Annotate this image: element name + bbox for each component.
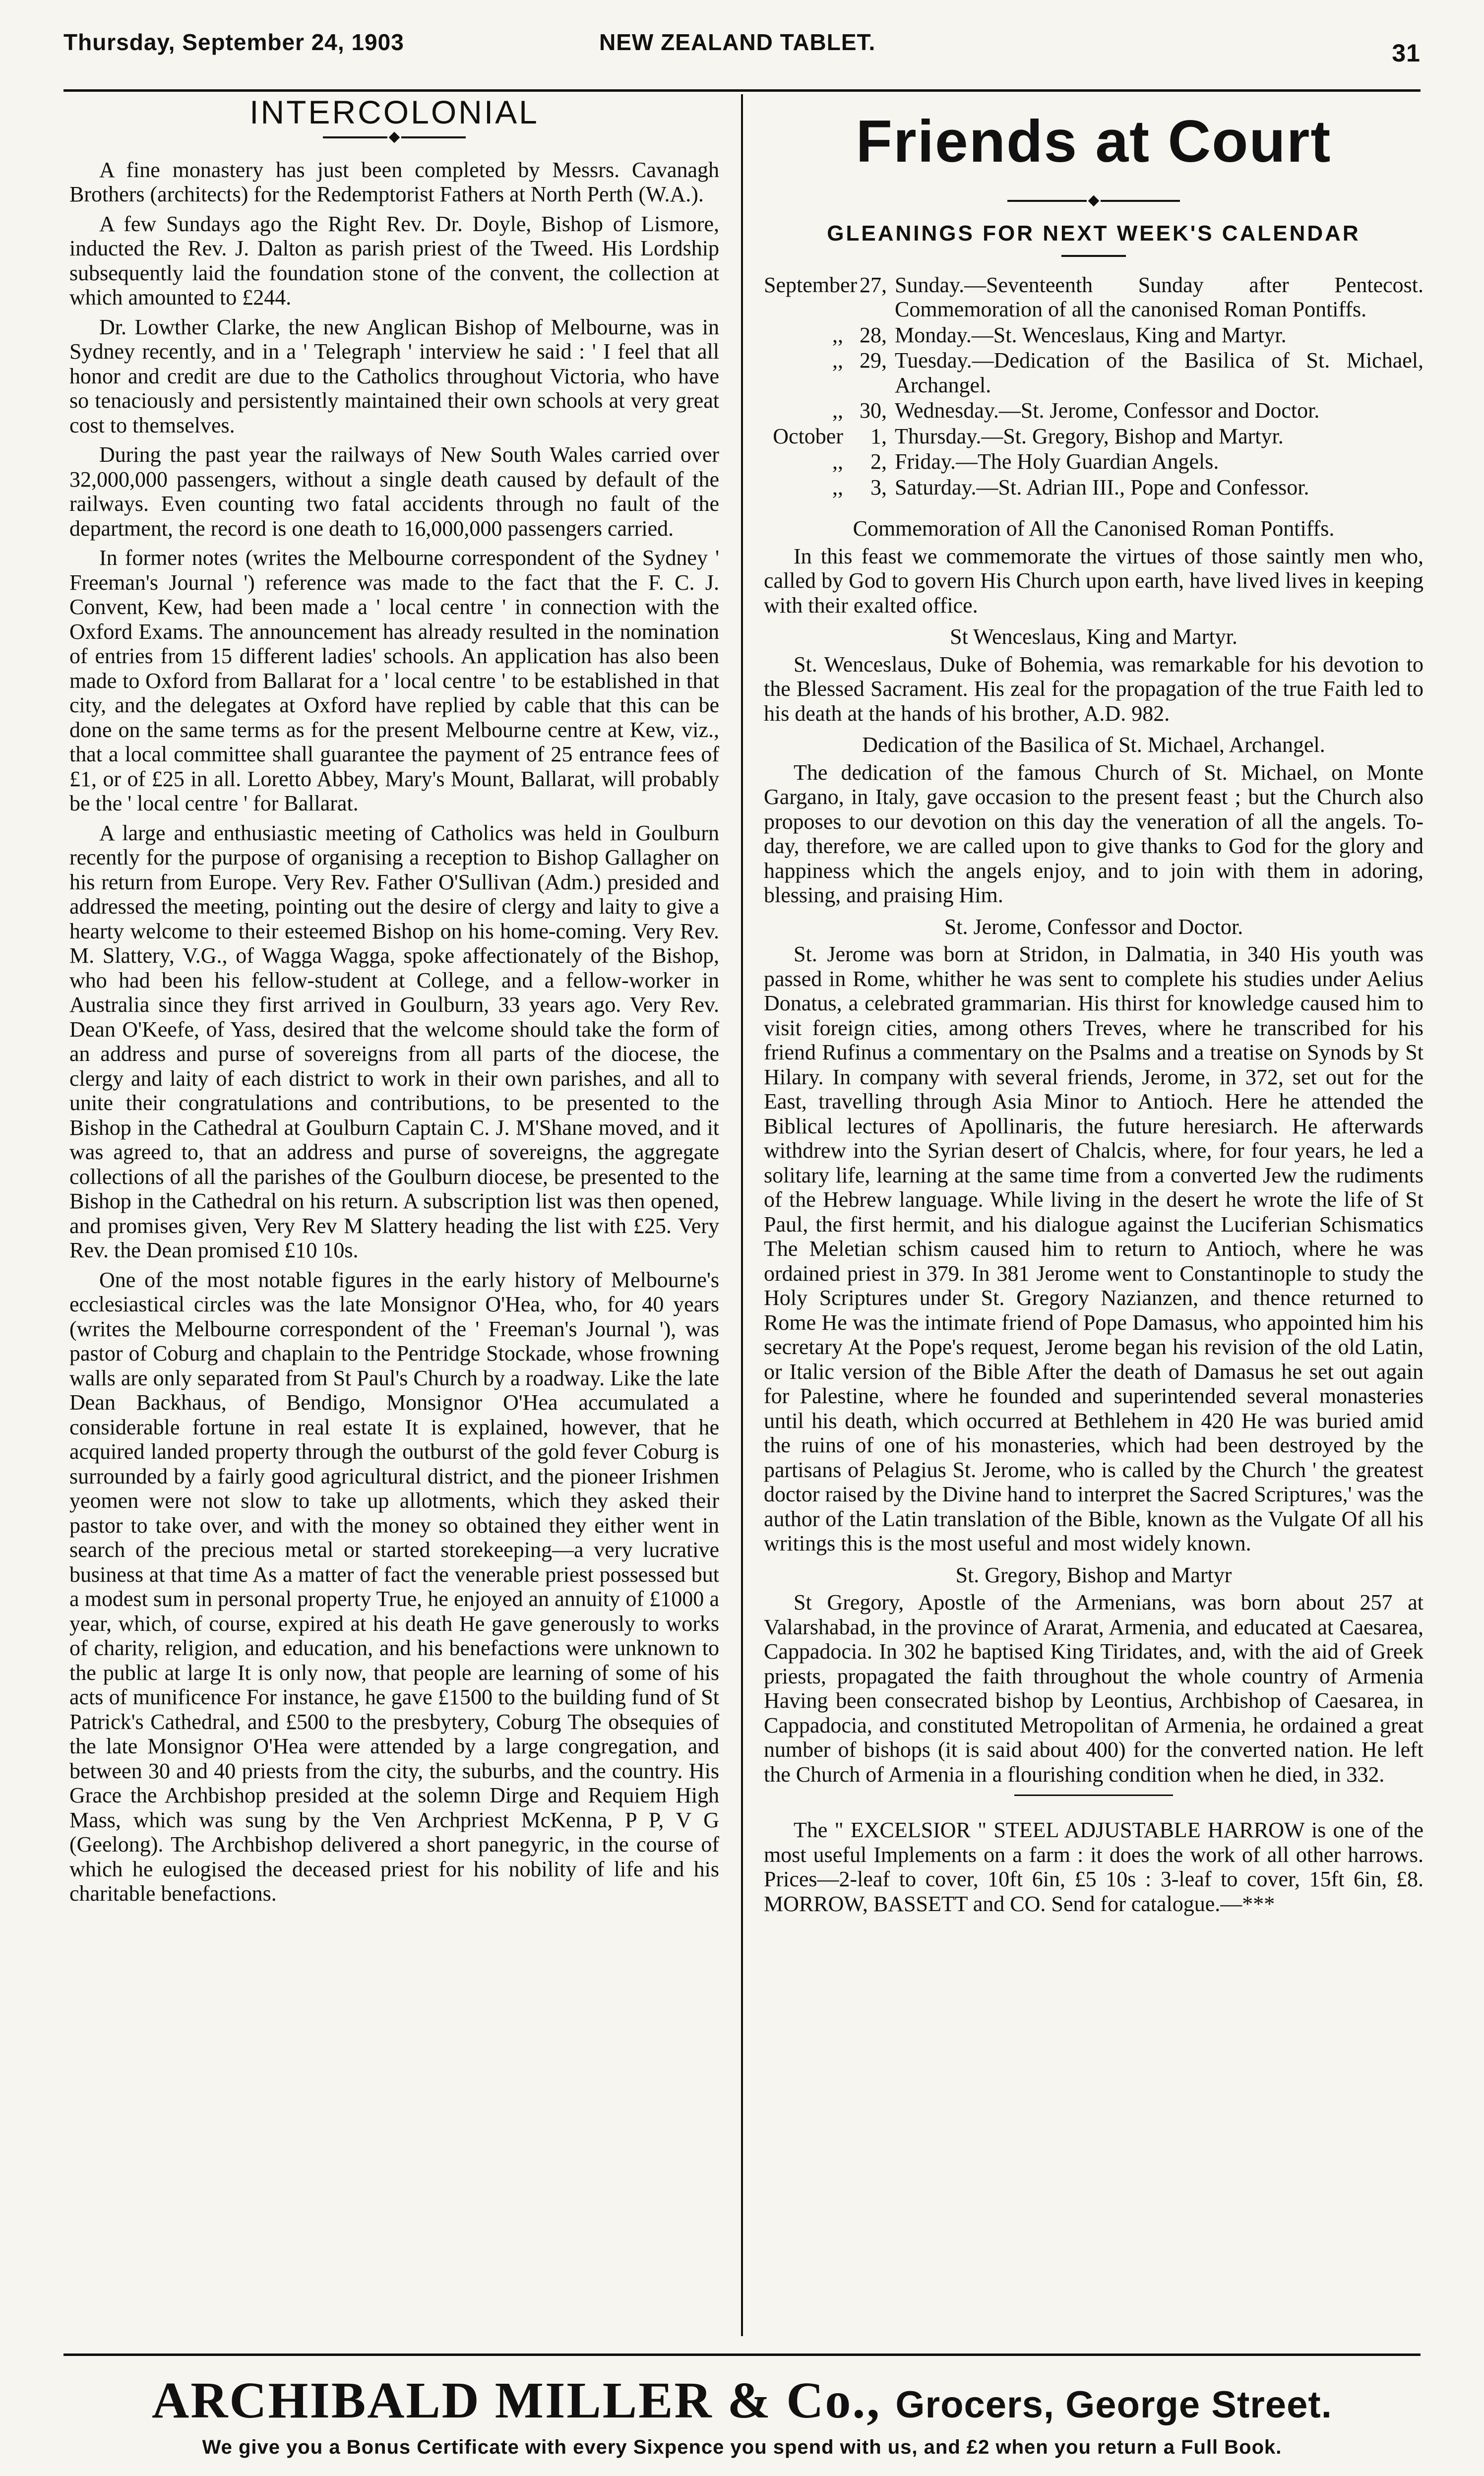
section-body: The dedication of the famous Church of St. Michael, on Monte Gargano, in Italy, gave occasion to the present feast ; but the Church also proposes to our devotion on this day the veneration of all the angels. To-day, therefore, we are called upon to give thanks to God for the glory and happiness which the angels enjoy, and to join with them in adoring, blessing, and praising Him. (764, 760, 1423, 907)
title-ornament (764, 193, 1423, 208)
section-body: St. Wenceslaus, Duke of Bohemia, was remarkable for his devotion to the Blessed Sacrament. His zeal for the propagation of the true Faith led to his death at the hands of his brother, A.D. 982. (764, 652, 1423, 726)
page-number: 31 (1392, 39, 1421, 67)
section-heading: St Wenceslaus, King and Martyr. (950, 624, 1237, 649)
section-body: In this feast we commemorate the virtues of those saintly men who, called by God to govern His Church upon earth, have lived lives in keeping with their exalted office. (764, 544, 1423, 618)
column-divider (741, 94, 743, 2336)
intercolonial-column (69, 94, 719, 2336)
advertiser-business: Grocers, George Street. (895, 2384, 1332, 2426)
calendar-entry: ,, 28, Monday.—St. Wenceslaus, King and Martyr. (832, 322, 1287, 347)
issue-date: Thursday, September 24, 1903 (63, 29, 404, 55)
calendar-entry: October 1, Thursday.—St. Gregory, Bishop and Martyr. (773, 424, 1284, 448)
calendar-entry: ,, 30, Wednesday.—St. Jerome, Confessor and Doctor. (832, 398, 1320, 423)
advert-separator (1014, 1795, 1173, 1796)
header-rule (63, 89, 1421, 92)
section-heading: Dedication of the Basilica of St. Michael, Archangel. (862, 733, 1325, 757)
calendar-entry: ,, 29, Tuesday.—Dedication of the Basilica of St. Michael, Archangel. (832, 348, 1423, 397)
news-paragraph: Dr. Lowther Clarke, the new Anglican Bishop of Melbourne, was in Sydney recently, and in a ' Telegraph ' interview he said : ' I feel that all honor and credit are due to the Catholics throughout Victoria, who have so tenaciously and persistently maintained their own schools at very great cost to themselves. (69, 314, 719, 437)
calendar-entry: ,, 2, Friday.—The Holy Guardian Angels. (832, 449, 1219, 474)
calendar-subtitle: GLEANINGS FOR NEXT WEEK'S CALENDAR (827, 221, 1360, 246)
section-body: St. Jerome was born at Stridon, in Dalmatia, in 340 His youth was passed in Rome, whither he was sent to complete his studies under Aelius Donatus, a celebrated grammarian. His thirst for knowledge caused him to visit foreign cities, among others Treves, where he transcribed for his friend Rufinus a commentary on the Psalms and a treatise on Synods by St Hilary. In company with several friends, Jerome, in 372, set out for the East, travelling through Asia Minor to Antioch. Here he attended the Biblical lectures of Apollinaris, the future heresiarch. He afterwards withdrew into the Syrian desert of Chalcis, where, for four years, he led a solitary life, learning at the same time from a converted Jew the rudiments of the Hebrew language. While living in the desert he wrote the life of St Paul, the first hermit, and his dialogue against the Luciferian Schismatics The Meletian schism caused him to return to Antioch, where he was ordained priest in 379. In 381 Jerome went to Constantinople to study the Holy Scriptures under St. Gregory Nazianzen, and thence returned to Rome He was the intimate friend of Pope Damasus, who appointed him his secretary At the Pope's request, Jerome began his revision of the old Latin, or Italic version of the Bible After the death of Damasus he set out again for Palestine, where he founded and superintended several monasteries until his death, which occurred at Bethlehem in 420 He was buried amid the ruins of one of his monasteries, which had been destroyed by the partisans of Pelagius St. Jerome, who is called by the Church ' the greatest doctor raised by the Divine hand to interpret the Sacred Scriptures,' was the author of the Latin translation of the Bible, known as the Vulgate Of all his writings this is the most useful and most widely known. (764, 942, 1423, 1555)
title-ornament (69, 130, 719, 145)
calendar-entry: ,, 3, Saturday.—St. Adrian III., Pope and Confessor. (832, 475, 1309, 499)
section-heading: St. Jerome, Confessor and Doctor. (944, 914, 1243, 939)
subtitle-rule (1061, 255, 1126, 257)
news-paragraph: One of the most notable figures in the early history of Melbourne's ecclesiastical circles was the late Monsignor O'Hea, who, for 40 years (writes the Melbourne correspondent of the ' Freeman's Journal '), was pastor of Coburg and chaplain to the Pentridge Stockade, whose frowning walls are only separated from St Paul's Church by a roadway. Like the late Dean Backhaus, of Bendigo, Monsignor O'Hea accumulated a considerable fortune in real estate It is explained, however, that he acquired landed property through the outburst of the gold fever Coburg is surrounded by a fairly good agricultural district, and the pioneer Irishmen yeomen were not slow to take up allotments, which they asked their pastor to take over, and with the money so obtained they either went in search of the precious metal or started storekeeping—a very lucrative business at that time As a matter of fact the venerable priest possessed but a modest sum in personal property True, he enjoyed an annuity of £1000 a year, which, of course, expired at his death He gave generously to works of charity, religion, and education, and his benefactions were unknown to the public at large It is only now, that people are learning of some of his acts of munificence For instance, he gave £1500 to the building fund of St Patrick's Cathedral, and £500 to the presbytery, Coburg The obsequies of the late Monsignor O'Hea were attended by a large congregation, and between 30 and 40 priests from the city, the suburbs, and the country. His Grace the Archbishop presided at the solemn Dirge and Requiem High Mass, which was sung by the Ven Archpriest McKenna, P P, V G (Geelong). The Archbishop delivered a short panegyric, in the course of which he eulogised the deceased priest for his nobility of life and his charitable benefactions. (69, 1267, 719, 1906)
running-header (63, 20, 1421, 69)
friends-at-court-title: Friends at Court (856, 108, 1332, 175)
section-heading: St. Gregory, Bishop and Martyr (955, 1562, 1232, 1587)
advertiser-name: ARCHIBALD MILLER & Co., (152, 2372, 881, 2429)
intercolonial-title: INTERCOLONIAL (249, 94, 539, 130)
news-paragraph: A large and enthusiastic meeting of Catholics was held in Goulburn recently for the purpose of organising a reception to Bishop Gallagher on his return from Europe. Very Rev. Father O'Sullivan (Adm.) presided and addressed the meeting, pointing out the desire of clergy and laity to give a hearty welcome to their esteemed Bishop on his home-coming. Very Rev. M. Slattery, V.G., of Wagga Wagga, spoke affectionately of the Bishop, who had been his fellow-student at College, and a fellow-worker in Australia since they first arrived in Goulburn, 33 years ago. Very Rev. Dean O'Keefe, of Yass, desired that the welcome should take the form of an address and purse of sovereigns from all parts of the diocese, the clergy and laity of each district to work in their own parishes, and all to unite their congratulations and contributions, to be presented to the Bishop in the Cathedral at Goulburn Captain C. J. M'Shane moved, and it was agreed to, that an address and purse of sovereigns, the aggregate collections of all the parishes of the Goulburn diocese, be presented to the Bishop in the Cathedral on his return. A subscription list was then opened, and promises given, Very Rev M Slattery heading the list with £25. Very Rev. the Dean promised £10 10s. (69, 820, 719, 1262)
section-body: St Gregory, Apostle of the Armenians, was born about 257 at Valarshabad, in the province of Ararat, Armenia, and educated at Caesarea, Cappadocia. In 302 he baptised King Tiridates, and, with the aid of Greek priests, propagated the faith throughout the whole country of Armenia Having been consecrated bishop by Leontius, Archbishop of Caesarea, in Cappadocia, and constituted Metropolitan of Armenia, he ordained a great number of bishops (it is said about 400) for the converted nation. He left the Church of Armenia in a flourishing condition when he died, in 332. (764, 1590, 1423, 1787)
friends-at-court-column (764, 94, 1423, 2336)
publication-name: NEW ZEALAND TABLET. (599, 29, 876, 55)
harrow-advertisement (764, 1818, 1423, 1916)
footer-rule (63, 2353, 1421, 2356)
calendar-list (764, 273, 1423, 500)
news-paragraph: A fine monastery has just been completed by Messrs. Cavanagh Brothers (architects) for the Redemptorist Fathers at North Perth (W.A.). (69, 157, 719, 206)
calendar-entry: September 27, Sunday.—Seventeenth Sunday after Pentecost. Commemoration of all the canonised Roman Pontiffs. (764, 272, 1423, 321)
advert-text: The " EXCELSIOR " STEEL ADJUSTABLE HARROW is one of the most useful Implements on a farm : it does the work of all other harrows. Prices—2-leaf to cover, 10ft 6in, £5 10s : 3-leaf to cover, 15ft 6in, £8. MORROW, BASSETT and CO. Send for catalogue.—*** (764, 1818, 1423, 1916)
footer-advert-headline (63, 2371, 1421, 2435)
footer-advert-tagline: We give you a Bonus Certificate with every Sixpence you spend with us, and £2 when you return a Full Book. (202, 2436, 1282, 2458)
news-paragraph: A few Sundays ago the Right Rev. Dr. Doyle, Bishop of Lismore, inducted the Rev. J. Dalton as parish priest of the Tweed. His Lordship subsequently laid the foundation stone of the convent, the collection at which amounted to £244. (69, 211, 719, 310)
news-paragraph: During the past year the railways of New South Wales carried over 32,000,000 passengers, without a single death caused by default of the railways. Even counting two fatal accidents through no fault of the department, the record is one death to 16,000,000 passengers carried. (69, 442, 719, 541)
news-paragraph: In former notes (writes the Melbourne correspondent of the Sydney ' Freeman's Journal ') reference was made to the fact that the F. C. J. Convent, Kew, had been made a ' local centre ' in connection with the Oxford Exams. The announcement has already resulted in the nomination of entries from 15 different ladies' schools. An application has also been made to Oxford from Ballarat for a ' local centre ' to be established in that city, and the delegates at Oxford have replied by cable that this can be done on the same terms as for the present Melbourne centre at Kew, viz., that a local committee shall guarantee the payment of 25 entrance fees of £1, or of £25 in all. Loretto Abbey, Mary's Mount, Ballarat, will probably be the ' local centre ' for Ballarat. (69, 546, 719, 815)
section-heading: Commemoration of All the Canonised Roman Pontiffs. (853, 516, 1335, 541)
